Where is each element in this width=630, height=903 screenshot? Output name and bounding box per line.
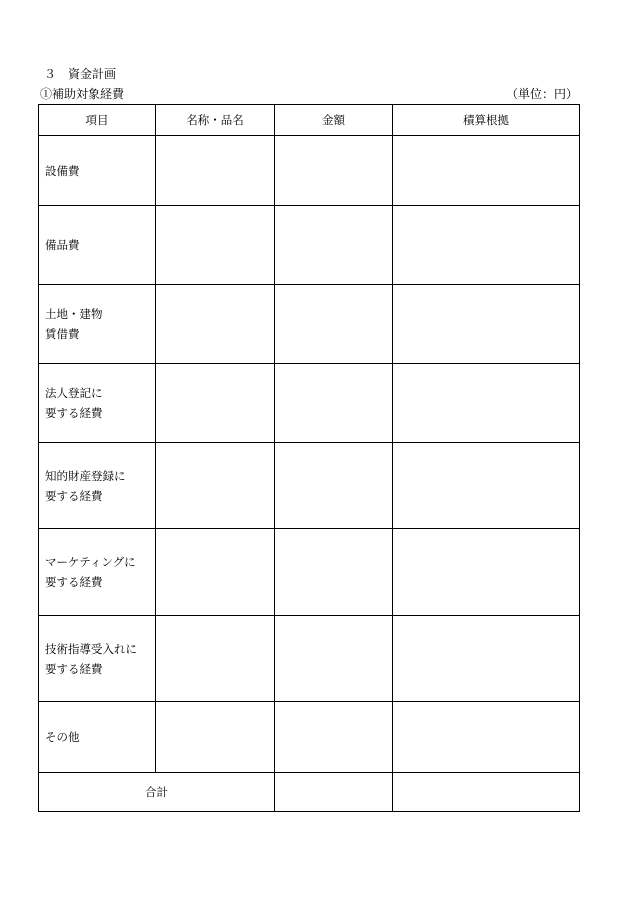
- table-row: [39, 529, 580, 616]
- total-amount-cell[interactable]: [275, 773, 393, 812]
- table-row: [39, 206, 580, 285]
- amount-cell[interactable]: [275, 616, 393, 702]
- amount-cell[interactable]: [275, 206, 393, 285]
- item-label: 知的財産登録に 要する経費: [39, 443, 156, 529]
- header-row: [39, 105, 580, 136]
- basis-cell[interactable]: [393, 529, 580, 616]
- item-label: 設備費: [39, 136, 156, 206]
- header-basis: 積算根拠: [393, 105, 580, 136]
- amount-cell[interactable]: [275, 285, 393, 364]
- item-label: 法人登記に 要する経費: [39, 364, 156, 443]
- table-row: [39, 285, 580, 364]
- budget-table: [38, 104, 580, 812]
- total-label: 合計: [39, 773, 275, 812]
- table-row: [39, 364, 580, 443]
- name-cell[interactable]: [156, 529, 275, 616]
- header-item: 項目: [39, 105, 156, 136]
- header-name: 名称・品名: [156, 105, 275, 136]
- basis-cell[interactable]: [393, 443, 580, 529]
- header-amount: 金額: [275, 105, 393, 136]
- table-row: [39, 136, 580, 206]
- item-label: 備品費: [39, 206, 156, 285]
- total-row: [39, 773, 580, 812]
- section-title: ３ 資金計画: [44, 67, 117, 81]
- name-cell[interactable]: [156, 136, 275, 206]
- basis-cell[interactable]: [393, 206, 580, 285]
- amount-cell[interactable]: [275, 702, 393, 773]
- item-label: その他: [39, 702, 156, 773]
- total-basis-cell[interactable]: [393, 773, 580, 812]
- amount-cell[interactable]: [275, 364, 393, 443]
- unit-label: （単位：円）: [505, 87, 578, 101]
- amount-cell[interactable]: [275, 443, 393, 529]
- amount-cell[interactable]: [275, 136, 393, 206]
- name-cell[interactable]: [156, 285, 275, 364]
- name-cell[interactable]: [156, 702, 275, 773]
- name-cell[interactable]: [156, 364, 275, 443]
- item-label: 土地・建物 賃借費: [39, 285, 156, 364]
- item-label: 技術指導受入れに 要する経費: [39, 616, 156, 702]
- basis-cell[interactable]: [393, 136, 580, 206]
- basis-cell[interactable]: [393, 616, 580, 702]
- basis-cell[interactable]: [393, 364, 580, 443]
- table-row: [39, 443, 580, 529]
- basis-cell[interactable]: [393, 285, 580, 364]
- table-subtitle: ①補助対象経費: [40, 87, 125, 101]
- name-cell[interactable]: [156, 443, 275, 529]
- amount-cell[interactable]: [275, 529, 393, 616]
- table-row: [39, 616, 580, 702]
- item-label: マーケティングに 要する経費: [39, 529, 156, 616]
- name-cell[interactable]: [156, 206, 275, 285]
- table-row: [39, 702, 580, 773]
- name-cell[interactable]: [156, 616, 275, 702]
- basis-cell[interactable]: [393, 702, 580, 773]
